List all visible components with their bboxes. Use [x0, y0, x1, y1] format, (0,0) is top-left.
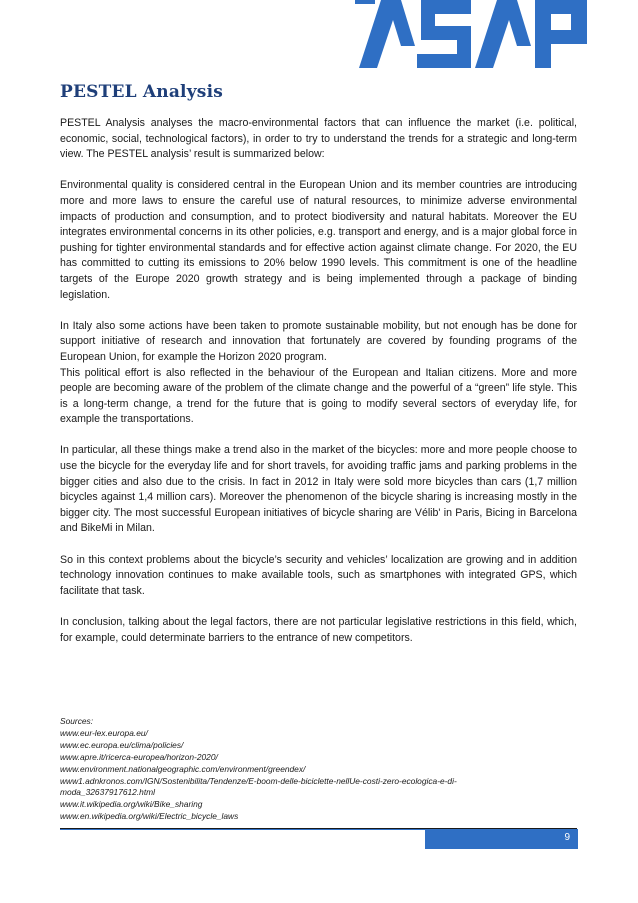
sources-heading: Sources:: [60, 716, 94, 726]
source-line: www.eur-lex.europa.eu/: [60, 727, 148, 738]
paragraph-security-localization: So in this context problems about the bicycle’s security and vehicles’ localization are growing and in addition technology innovation continues to make available tools, such as smartphones with integrated GPS, which facilitate that task.: [60, 553, 577, 597]
paragraph-political-effort: This political effort is also reflected in the behaviour of the European and Italian citizens. More and more people are becoming aware of the problem of the climate change and the powerful of a “green” life style. This is a long-term change, a trend for the future that is going to modify several sectors of everyday life, for example the transportations.: [60, 366, 577, 426]
page-number: 9: [564, 832, 570, 843]
paragraph-bicycle-market: In particular, all these things make a trend also in the market of the bicycles: more and more people choose to use the bicycle for the everyday life and for short travels, for avoiding traffic jams and parking problems in the bigger cities and also due to the crisis. In fact in 2012 in Italy were sold more bicycles than cars (1,7 million bicycles against 1,4 million cars). Moreover the phenomenon of the bicycle sharing is increasing mostly in the bigger city. The most successful European initiatives of bicycle sharing are Vélib' in Paris, Bicing in Barcelona and BikeMi in Milan.: [60, 444, 577, 535]
asap-logo-graphic: [355, 0, 587, 68]
source-line: www.en.wikipedia.org/wiki/Electric_bicycle_laws: [60, 811, 239, 822]
paragraph-italy-mobility: In Italy also some actions have been taken to promote sustainable mobility, but not enough has be done for support initiative of research and innovation that fortunately are covered by founding programs of the European Union, for example the Horizon 2020 program.: [60, 319, 577, 363]
source-line: moda_32637917612.html: [60, 787, 155, 798]
source-line: www.apre.it/ricerca-europea/horizon-2020/: [60, 751, 218, 762]
page-title: PESTEL Analysis: [60, 82, 223, 102]
paragraph-conclusion: In conclusion, talking about the legal factors, there are not particular legislative restrictions in this field, which, for example, could determinate barriers to the entrance of new competitors.: [60, 616, 577, 644]
paragraph-environmental: Environmental quality is considered central in the European Union and its member countries are introducing more and more laws to ensure the careful use of natural resources, to minimize adverse environmental impacts of production and consumption, and to protect biodiversity and natural habitats. Moreover the EU integrates environmental concerns in its other policies, e.g. transport and energy, and is a major global force in pushing for tighter environmental standards and for effective action against climate change. For 2020, the EU has committed to cutting its emissions to 20% below 1990 levels. This commitment is one of the headline targets of the Europe 2020 growth strategy and is being implemented through a package of binding legislation.: [60, 179, 577, 301]
source-line: www.ec.europa.eu/clima/policies/: [60, 739, 184, 750]
sources-block: [60, 716, 577, 823]
paragraph-intro: PESTEL Analysis analyses the macro-environmental factors that can influence the market (i.e. political, economic, social, technological factors), in order to try to understand the trends for a strategic and long-term view. The PESTEL analysis’ result is summarized below:: [60, 117, 577, 161]
source-line: www.environment.nationalgeographic.com/environment/greendex/: [60, 763, 306, 774]
source-line: www1.adnkronos.com/IGN/Sostenibilita/Tendenze/E-boom-delle-biciclette-nellUe-costi-zero-ecologica-e-di-: [60, 775, 457, 786]
body-text: [60, 116, 577, 646]
page-number-box: [425, 829, 578, 849]
asap-logo: [355, 0, 587, 68]
source-line: www.it.wikipedia.org/wiki/Bike_sharing: [60, 799, 203, 810]
